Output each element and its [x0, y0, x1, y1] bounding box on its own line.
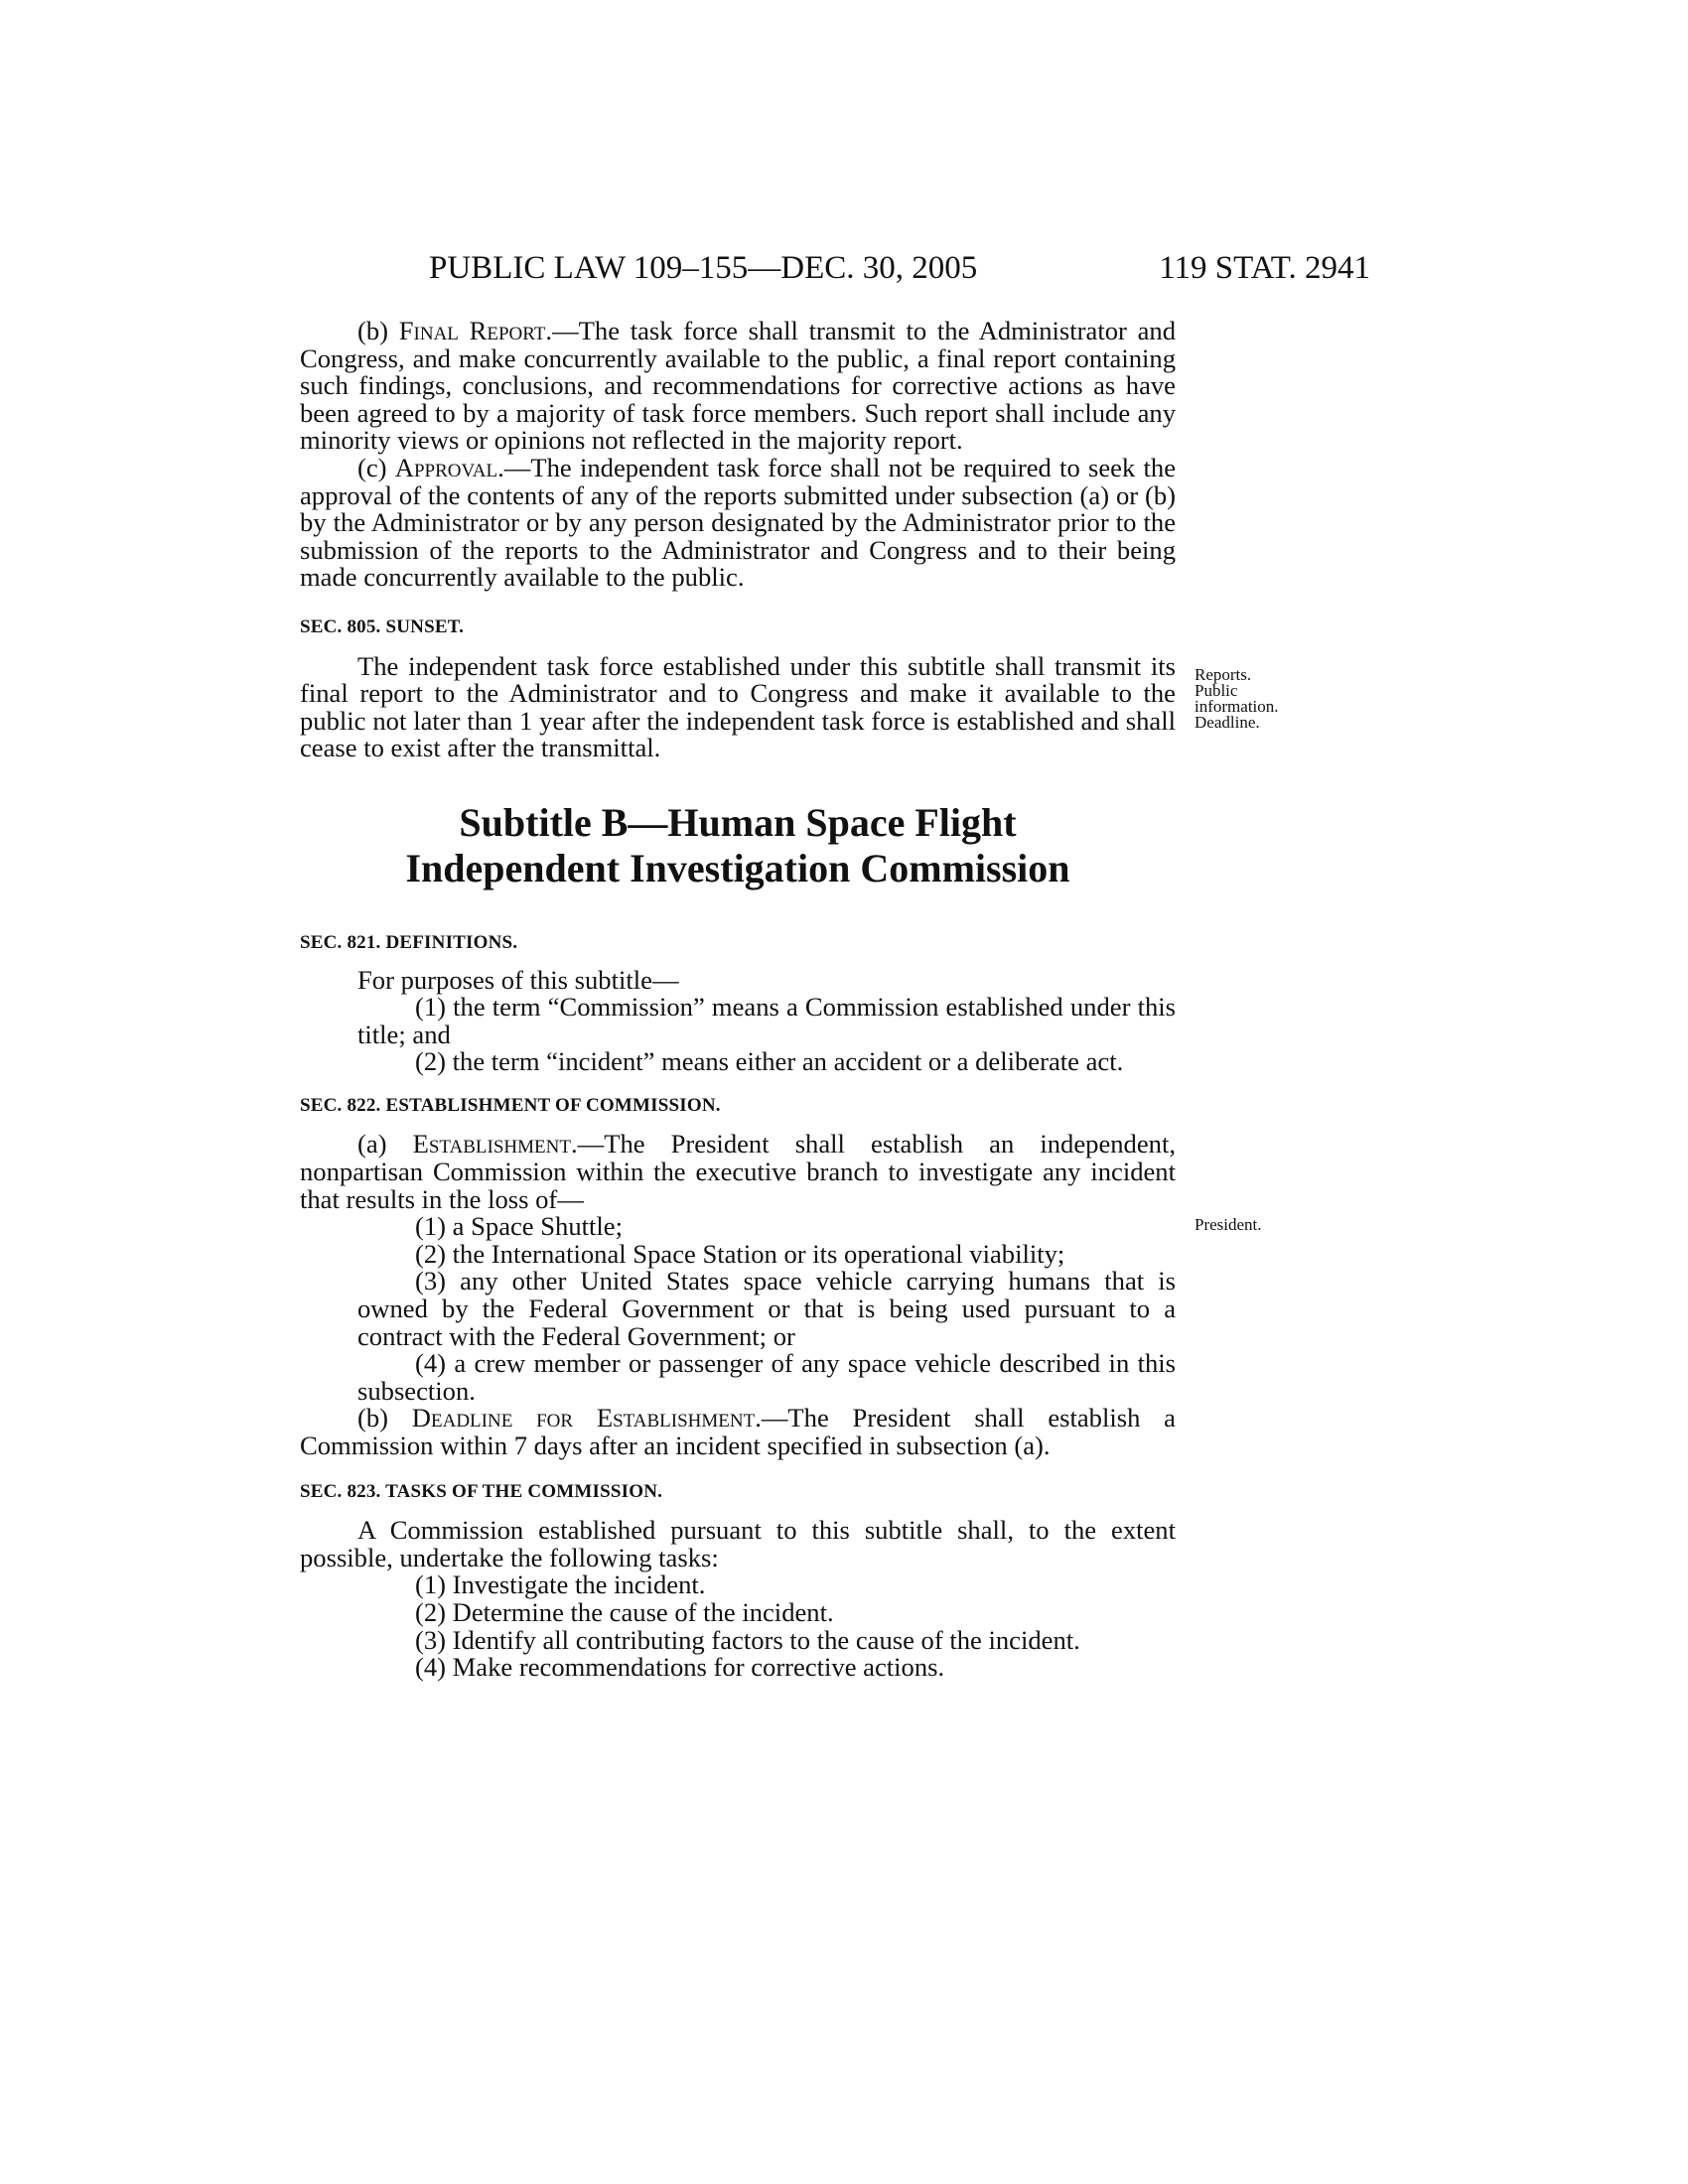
- section-heading-805: SEC. 805. SUNSET.: [300, 615, 465, 637]
- margin-note-line: President.: [1195, 1215, 1262, 1234]
- document-body: [300, 318, 1176, 1682]
- margin-note-president: [1195, 1217, 1262, 1233]
- paragraph-804-b: (b) Final Report.—The task force shall transmit to the Administrator and Congress, and make concurrently available to the public, a final report containing such findings, conclusions, and recommendations for corrective actions as have been agreed to by a majority of task force members. Such report shall include any minority views or opinions not reflected in the majority report.: [300, 316, 1176, 456]
- subsection-heading: Final Report: [398, 316, 546, 345]
- page-header: [298, 250, 1370, 294]
- list-item-822-1: (1) a Space Shuttle;: [415, 1211, 623, 1242]
- list-item-823-1: (1) Investigate the incident.: [415, 1570, 706, 1600]
- subsection-heading: Establishment: [412, 1129, 571, 1160]
- header-title: PUBLIC LAW 109–155—DEC. 30, 2005: [429, 250, 978, 286]
- list-item-822-2: (2) the International Space Station or its operational viability;: [415, 1238, 1065, 1269]
- list-item-822-3: (3) any other United States space vehicle carrying humans that is owned by the Federal Government or that is being used pursuant to a contract with the Federal Government; or: [357, 1266, 1176, 1351]
- list-item-821-1: (1) the term “Commission” means a Commission established under this title; and: [357, 992, 1176, 1049]
- margin-note-line: information.: [1195, 697, 1279, 716]
- paragraph-823-intro: A Commission established pursuant to this subtitle shall, to the extent possible, undertake the following tasks:: [300, 1515, 1176, 1572]
- margin-note-line: Reports.: [1195, 665, 1252, 684]
- section-heading-821: SEC. 821. DEFINITIONS.: [300, 931, 518, 953]
- subsection-heading: Deadline for Establishment: [411, 1403, 756, 1433]
- margin-note-line: Public: [1195, 681, 1238, 700]
- list-item-823-4: (4) Make recommendations for corrective actions.: [415, 1652, 945, 1683]
- list-item-823-3: (3) Identify all contributing factors to the cause of the incident.: [415, 1624, 1080, 1655]
- header-stat-page: 119 STAT. 2941: [1159, 250, 1370, 286]
- section-heading-822: SEC. 822. ESTABLISHMENT OF COMMISSION.: [300, 1094, 721, 1116]
- paragraph-821-intro: For purposes of this subtitle—: [357, 964, 679, 995]
- margin-note-sunset: [1195, 667, 1279, 731]
- paragraph-822-a: (a) Establishment.—The President shall establish an independent, nonpartisan Commission within the executive branch to investigate any incident that results in the loss of—: [300, 1129, 1176, 1214]
- subtitle-heading: Subtitle B—Human Space Flight Independent Investigation Commission: [405, 799, 1070, 890]
- list-item-823-2: (2) Determine the cause of the incident.: [415, 1596, 834, 1627]
- list-item-821-2: (2) the term “incident” means either an accident or a deliberate act.: [415, 1046, 1124, 1077]
- section-heading-823: SEC. 823. TASKS OF THE COMMISSION.: [300, 1480, 663, 1502]
- subsection-heading: Approval: [394, 452, 498, 482]
- paragraph-804-c: (c) Approval.—The independent task force shall not be required to seek the approval of the contents of any of the reports submitted under subsection (a) or (b) by the Administrator or by any person designated by the Administrator prior to the submission of the reports to the Administrator and Congress and to their being made concurrently available to the public.: [300, 452, 1176, 593]
- paragraph-822-b: (b) Deadline for Establishment.—The President shall establish a Commission within 7 days after an incident specified in subsection (a).: [300, 1403, 1176, 1460]
- margin-note-line: Deadline.: [1195, 713, 1260, 732]
- list-item-822-4: (4) a crew member or passenger of any space vehicle described in this subsection.: [357, 1348, 1176, 1406]
- paragraph-805: The independent task force established under this subtitle shall transmit its final report to the Administrator and to Congress and make it available to the public not later than 1 year after the independent task force is established and shall cease to exist after the transmittal.: [300, 650, 1176, 763]
